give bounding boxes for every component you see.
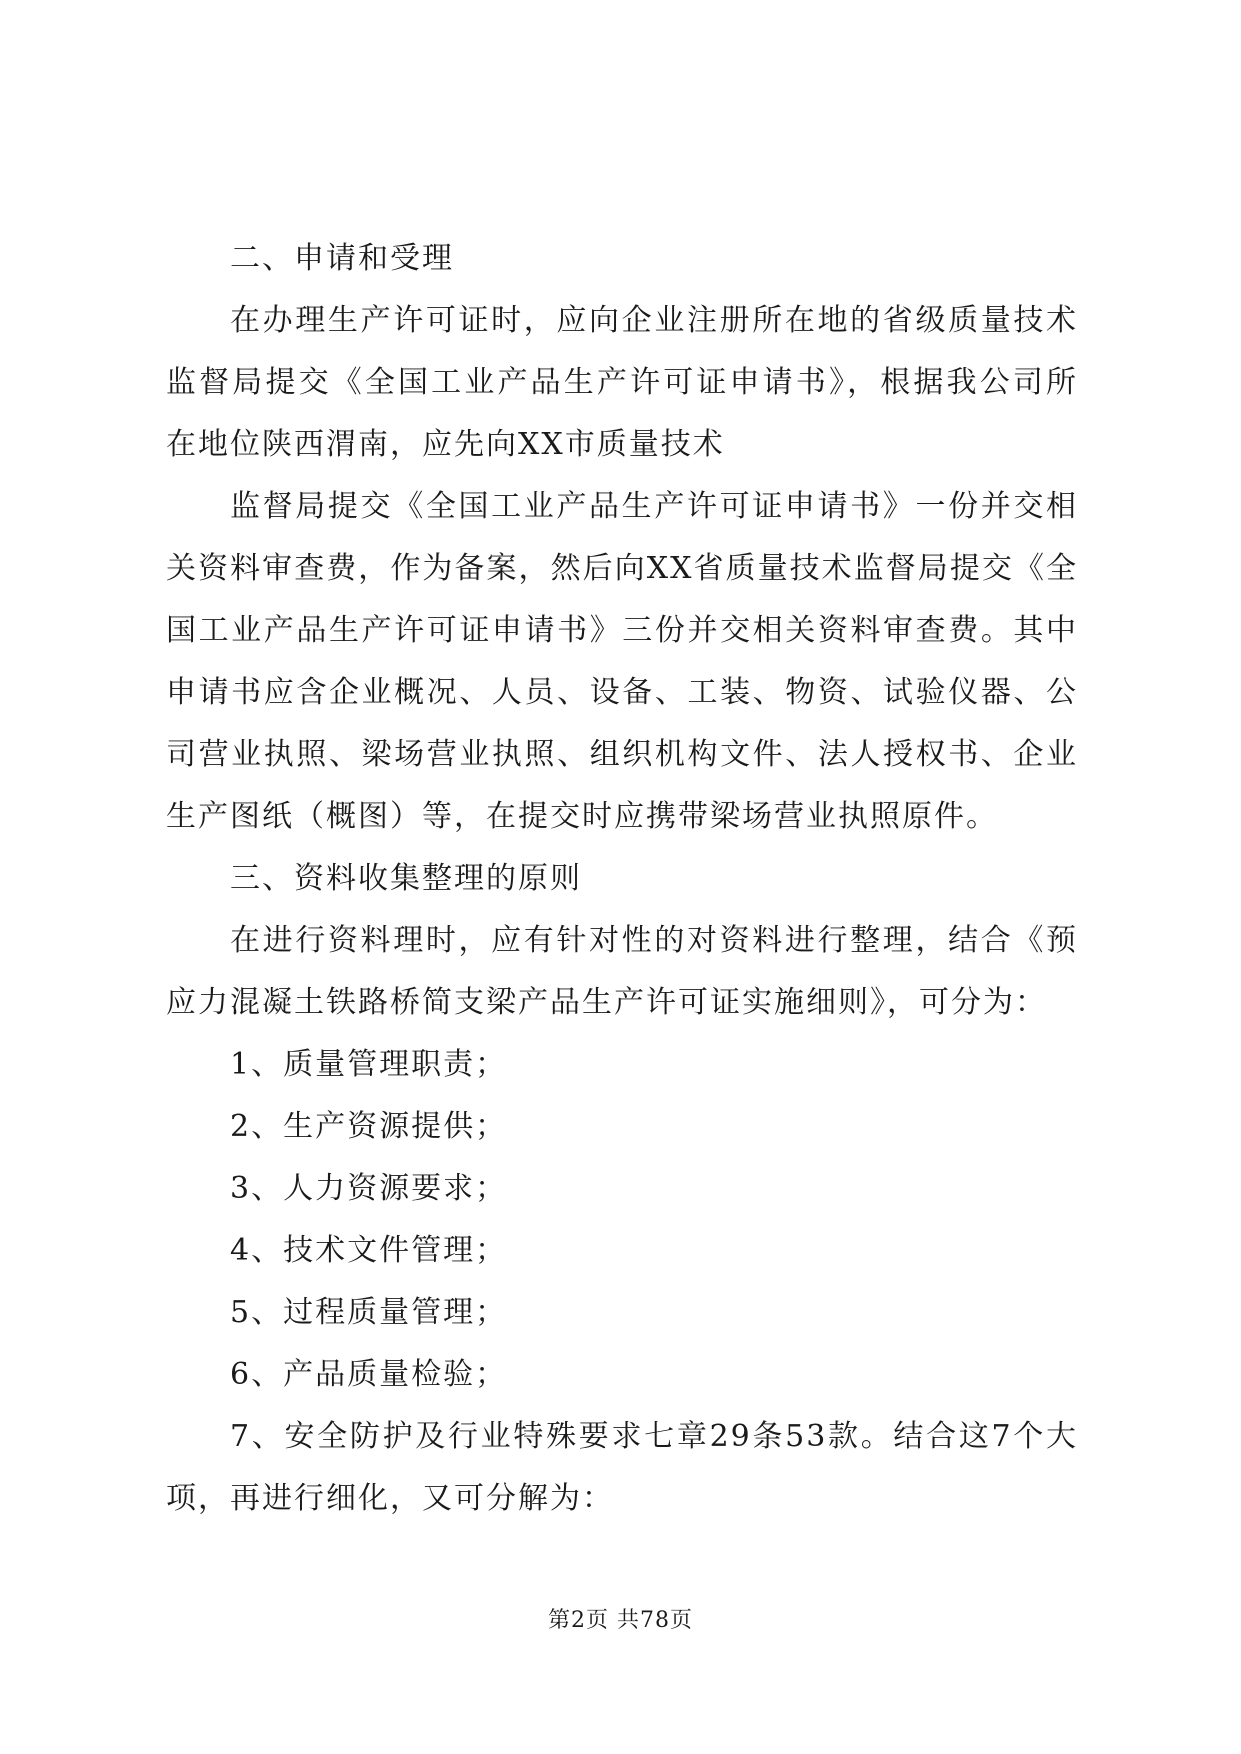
page-number-footer: 第2页 共78页 bbox=[548, 1608, 693, 1633]
document-body bbox=[166, 228, 1078, 1530]
paragraph-application-intro: 在办理生产许可证时，应向企业注册所在地的省级质量技术监督局提交《全国工业产品生产许可证申请书》，根据我公司所在地位陕西渭南，应先向XX市质量技术 bbox=[166, 303, 1078, 462]
section-heading-application: 二、申请和受理 bbox=[230, 241, 454, 276]
list-item: 2、生产资源提供； bbox=[230, 1109, 508, 1144]
list-item: 3、人力资源要求； bbox=[230, 1171, 508, 1206]
list-item: 6、产品质量检验； bbox=[230, 1357, 508, 1392]
paragraph-application-details: 监督局提交《全国工业产品生产许可证申请书》一份并交相关资料审查费，作为备案，然后向XX省质量技术监督局提交《全国工业产品生产许可证申请书》三份并交相关资料审查费。其中申请书应含企业概况、人员、设备、工装、物资、试验仪器、公司营业执照、梁场营业执照、组织机构文件、法人授权书、企业生产图纸（概图）等，在提交时应携带梁场营业执照原件。 bbox=[166, 489, 1078, 834]
list-item: 4、技术文件管理； bbox=[230, 1233, 508, 1268]
list-item: 1、质量管理职责； bbox=[230, 1047, 508, 1082]
section-heading-principles: 三、资料收集整理的原则 bbox=[230, 861, 582, 896]
list-item: 5、过程质量管理； bbox=[230, 1295, 508, 1330]
paragraph-principles-intro: 在进行资料理时，应有针对性的对资料进行整理，结合《预应力混凝土铁路桥简支梁产品生产许可证实施细则》，可分为： bbox=[166, 923, 1078, 1020]
list-item: 7、安全防护及行业特殊要求七章29条53款。结合这7个大项，再进行细化，又可分解为： bbox=[166, 1419, 1078, 1516]
